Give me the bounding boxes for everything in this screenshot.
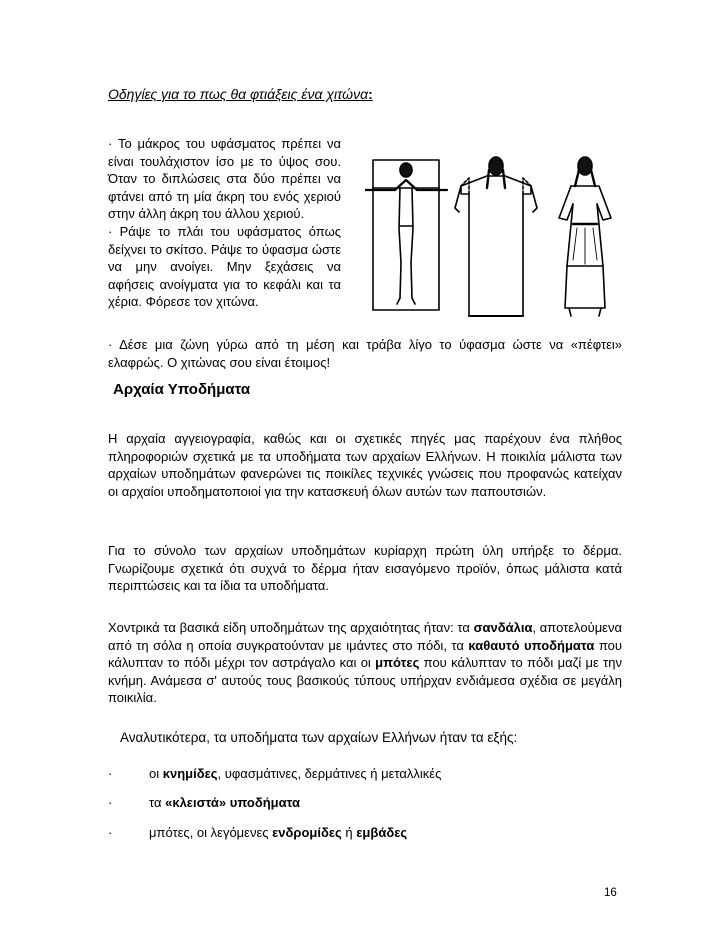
page-title: Οδηγίες για το πως θα φτιάξεις ένα χιτώνα: — [108, 86, 373, 102]
term-shoes: καθαυτό υποδήματα — [468, 637, 595, 653]
instruction-step-1: · Το μάκρος του υφάσματος πρέπει να είναι τουλάχιστον ίσο με το ύψος σου. Όταν το διπλώσεις στα δύο πρέπει να φτάνει από τη μία άκρη του ενός χεριού στην άλλη άκρη του άλλου χεριού. — [108, 136, 341, 222]
instruction-step-3: · Δέσε μια ζώνη γύρω από τη μέση και τράβα λίγο το ύφασμα ώστε να «πέφτει» ελαφρώς. Ο χιτώνας σου είναι έτοιμος! — [108, 337, 622, 370]
bullet: · — [108, 825, 113, 840]
instruction-step-2: · Ράψε το πλάι του υφάσματος όπως δείχνει το σκίτσο. Ράψε το ύφασμα ώστε να μην ανοίγει. Μην ξεχάσεις να αφήσεις ανοίγματα για το κεφάλι και τα χέρια. Φόρεσε τον χιτώνα. — [108, 223, 341, 310]
section-heading: Αρχαία Υποδήματα — [113, 381, 251, 398]
bullet: · — [108, 766, 113, 781]
chiton-instructions — [108, 135, 341, 311]
page-number: 16 — [604, 887, 617, 899]
bullet: · — [108, 795, 113, 810]
paragraph-2: Για το σύνολο των αρχαίων υποδημάτων κυρίαρχη πρώτη ύλη υπήρξε το δέρμα. Γνωρίζουμε σχετικά ότι συχνά το δέρμα ήταν εισαγόμενο προϊόν, όπως μάλιστα κατά περιπτώσεις και τα ίδια τα υποδήματα. — [108, 543, 622, 594]
list-intro: Αναλυτικότερα, τα υποδήματα των αρχαίων Ελλήνων ήταν τα εξής: — [120, 730, 518, 745]
term-boots: μπότες — [375, 655, 420, 671]
chiton-sewing-diagram-icon — [365, 148, 626, 326]
term-sandals: σανδάλια — [473, 620, 533, 635]
paragraph-3: Χοντρικά τα βασικά είδη υποδημάτων της αρχαιότητας ήταν: τα σανδάλια, αποτελούμενα από τη σόλα η οποία συγκρατούνταν με ιμάντες στο πόδι, τα καθαυτό υποδήματα που κάλυπταν το πόδι μέχρι τον αστράγαλο και οι μπότες που κάλυπταν το πόδι μαζί με την κνήμη. Ανάμεσα σ' αυτούς τους βασικούς τύπους υπήρχαν ενδιάμεσα σχέδια σε μεγάλη ποικιλία. — [108, 620, 623, 706]
paragraph-1: Η αρχαία αγγειογραφία, καθώς και οι σχετικές πηγές μας παρέχουν ένα πλήθος πληροφοριών σχετικά με τα υποδήματα των αρχαίων Ελλήνων. Η ποικιλία μάλιστα των αρχαίων υποδημάτων φανερώνει τις ποικίλες τεχνικές γνώσεις που προφανώς κατείχαν οι αρχαίοι υποδηματοποιοί για την κατασκευή όλων αυτών των παπουτσιών. — [108, 431, 622, 499]
